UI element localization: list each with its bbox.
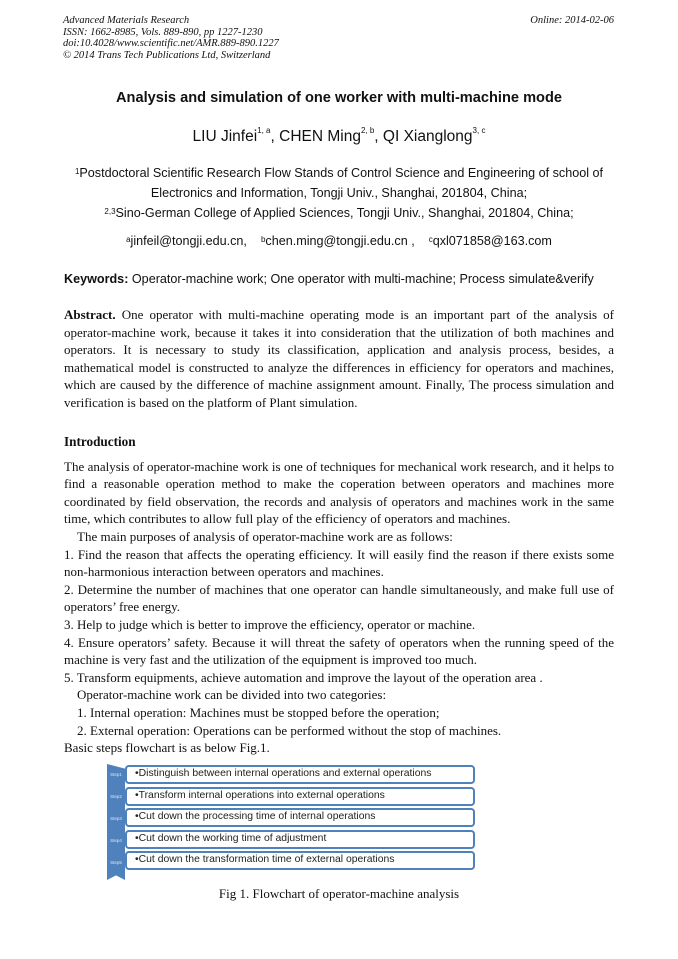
list-item: 2. External operation: Operations can be performed without the stop of machines. — [77, 722, 502, 738]
paragraph: Basic steps flowchart is as below Fig.1. — [64, 740, 270, 756]
email: chen.ming@tongji.edu.cn , — [265, 234, 415, 248]
abstract: Abstract. One operator with multi-machine operating mode is an important part of the analysis of operator-machine work, because it takes it into consideration that the utilization of both machines and operators. It is necessary to study its classification, application and analysis process, besides, a mathematical model is constructed to analyze the differences in efficiency for operators and machines, which are caused by the difference of machine assignment amount. Finally, The process simulation and verification is based on the platform of Plant simulation. — [64, 307, 614, 410]
step-label: Step2 — [110, 794, 122, 799]
step-label: Step4 — [110, 838, 122, 843]
affiliation-1: $^1$Postdoctoral Scientific Research Flow Stands of Control Science and Engineering of school of Electronics and Information, Tongji Univ., Shanghai, 201804, China; — [74, 166, 604, 200]
step-label: Step1 — [110, 772, 122, 777]
doi: doi:10.4028/www.scientific.net/AMR.889-890.1227 — [63, 38, 279, 50]
list-item: 2. Determine the number of machines that one operator can handle simultaneously, and make full use of operators’ free energy. — [64, 581, 614, 615]
author: LIU Jinfei — [192, 128, 258, 145]
step-box: •Cut down the transformation time of external operations — [125, 851, 475, 870]
list-item: 3. Help to judge which is better to improve the efficiency, operator or machine. — [64, 616, 476, 632]
step-box: •Distinguish between internal operations and external operations — [125, 765, 475, 784]
step-box: •Cut down the processing time of internal operations — [125, 808, 475, 827]
paragraph: The analysis of operator-machine work is one of techniques for mechanical work research, and it helps to find a reasonable operation method to make the coperation between operators and machines more coordinated by field observation, the records and analysis of operators and machines work in the same time, which contributes to allow full play of the efficiency of operators and machines. — [64, 458, 614, 527]
authors: LIU Jinfei$^{1, a}$, CHEN Ming$^{2, b}$, QI Xianglong$^{3, c}$ — [192, 126, 486, 145]
online-date: Online: 2014-02-06 — [530, 15, 614, 26]
step-label: Step3 — [110, 816, 122, 821]
list-item: 1. Internal operation: Machines must be stopped before the operation; — [77, 704, 440, 720]
flowchart-figure — [107, 764, 477, 880]
issn: ISSN: 1662-8985, Vols. 889-890, pp 1227-1230 — [63, 26, 263, 38]
author: CHEN Ming — [279, 128, 361, 145]
email: jinfeil@tongji.edu.cn, — [130, 234, 247, 248]
emails: $^a$jinfeil@tongji.edu.cn, $^b$chen.ming@tongji.edu.cn , $^c$qxl071858@163.com — [126, 234, 552, 248]
list-item: 1. Find the reason that affects the operating efficiency. It will easily find the reason if there exists some non-harmonious interaction between operators and machines. — [64, 546, 614, 580]
step-label: Step5 — [110, 860, 122, 865]
journal-header — [63, 15, 279, 61]
list-item: 5. Transform equipments, achieve automation and improve the layout of the operation area . — [64, 669, 543, 685]
copyright: © 2014 Trans Tech Publications Ltd, Switzerland — [63, 49, 271, 61]
paragraph: The main purposes of analysis of operator-machine work are as follows: — [77, 528, 453, 544]
step-box: •Transform internal operations into external operations — [125, 787, 475, 806]
section-heading: Introduction — [64, 434, 136, 449]
introduction — [64, 433, 614, 757]
paragraph: Operator-machine work can be divided into two categories: — [77, 687, 387, 703]
author: QI Xianglong — [382, 128, 473, 145]
figure-caption: Fig 1. Flowchart of operator-machine analysis — [218, 886, 460, 901]
list-item: 4. Ensure operators’ safety. Because it will threat the safety of operators when the running speed of the machine is very fast and the utilization of the equipment is improved too much. — [64, 634, 614, 668]
paper-title: Analysis and simulation of one worker with multi-machine mode — [116, 90, 562, 106]
email: qxl071858@163.com — [432, 234, 552, 248]
step-box: •Cut down the working time of adjustment — [125, 830, 475, 849]
keywords: Keywords: Operator-machine work; One operator with multi-machine; Process simulate&verify — [64, 272, 594, 286]
affiliation-2: $^{2,3}$Sino-German College of Applied Sciences, Tongji Univ., Shanghai, 201804, China; — [104, 206, 574, 220]
journal-name: Advanced Materials Research — [63, 15, 190, 26]
